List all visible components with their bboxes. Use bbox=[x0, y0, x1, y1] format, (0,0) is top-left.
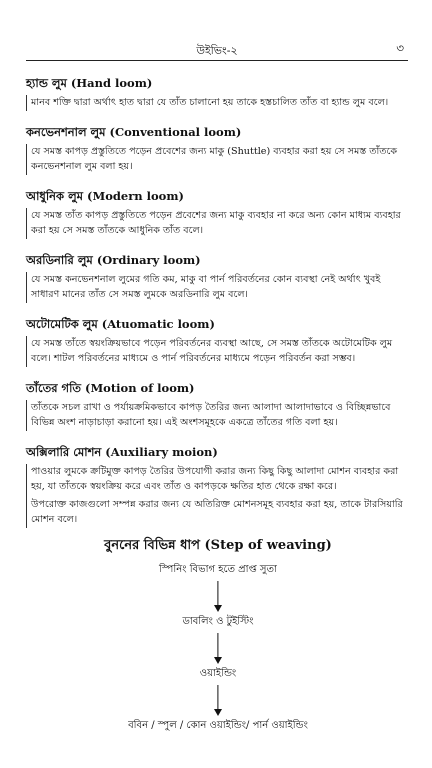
section-ordinary-loom bbox=[26, 253, 410, 303]
section-heading: অটোমেটিক লুম (Atuomatic loom) bbox=[26, 316, 215, 331]
flow-step: ওয়াইন্ডিং bbox=[199, 668, 237, 679]
section-text bbox=[26, 95, 410, 111]
flow-step: ববিন / স্পুল / কোন ওয়াইন্ডিং/ পার্ন ওয়াইন্ডিং bbox=[128, 720, 308, 731]
down-arrow-icon bbox=[26, 681, 410, 719]
section-text bbox=[26, 400, 410, 431]
header-title: উইভিং-২ bbox=[196, 44, 238, 57]
paragraph: মানব শক্তি দ্বারা অর্থাৎ হাত দ্বারা যে তাঁত চালানো হয় তাকে হস্তচালিত তাঁত বা হ্যান্ড লুম বলে। bbox=[31, 97, 389, 108]
section-heading: অরডিনারি লুম (Ordinary loom) bbox=[26, 252, 201, 267]
flow-step: ডাবলিং ও টুইস্টিং bbox=[182, 616, 254, 627]
paragraph: যে সমস্ত তাঁত কাপড় প্রস্তুতিতে পড়েন প্রবেশের জন্য মাকু ব্যবহার না করে অন্য কোন মাধ্যম ব্যবহার করা হয় সে সমস্ত তাঁতকে আধুনিক তাঁত বলে। bbox=[31, 209, 401, 236]
page-number: ৩ bbox=[396, 41, 404, 55]
section-motion-of-loom bbox=[26, 381, 410, 431]
section-heading: তাঁতের গতি (Motion of loom) bbox=[26, 380, 195, 395]
section-modern-loom bbox=[26, 189, 410, 239]
main-content bbox=[26, 76, 410, 542]
section-text bbox=[26, 208, 410, 239]
section-conventional-loom bbox=[26, 125, 410, 175]
paragraph: যে সমস্ত কাপড় প্রস্তুতিতে পড়েন প্রবেশের জন্য মাকু (Shuttle) ব্যবহার করা হয় সে সমস্ত তাঁতকে কনভেনশনাল লুম বলা হয়। bbox=[31, 145, 398, 172]
flowchart-title: বুননের বিভিন্ন ধাপ (Step of weaving) bbox=[104, 538, 332, 553]
down-arrow-icon bbox=[26, 629, 410, 667]
section-heading: কনভেনশনাল লুম (Conventional loom) bbox=[26, 124, 242, 139]
section-hand-loom bbox=[26, 76, 410, 111]
paragraph: যে সমস্ত কনভেনশনাল লুমের গতি কম, মাকু বা পার্ন পরিবর্তনের কোন ব্যবস্থা নেই অর্থাৎ খুবই সাধারণ মানের তাঁত সে সমস্ত লুমকে অরডিনারি লুম বলে। bbox=[31, 273, 381, 300]
down-arrow-icon bbox=[26, 577, 410, 615]
section-text bbox=[26, 336, 410, 367]
weaving-steps-flowchart bbox=[26, 536, 410, 733]
section-heading: আধুনিক লুম (Modern loom) bbox=[26, 188, 184, 203]
section-text bbox=[26, 464, 410, 528]
section-heading: হ্যান্ড লুম (Hand loom) bbox=[26, 76, 153, 90]
section-text bbox=[26, 144, 410, 175]
section-text bbox=[26, 272, 410, 303]
flow-step: স্পিনিং বিভাগ হতে প্রাপ্ত সুতা bbox=[159, 564, 277, 575]
section-heading: অক্সিলারি মোশন (Auxiliary moion) bbox=[26, 444, 218, 459]
section-auxiliary-motion bbox=[26, 445, 410, 528]
paragraph: তাঁতকে সচল রাখা ও পর্যায়ক্রমিকভাবে কাপড় তৈরির জন্য আলাদা আলাদাভাবে ও বিচ্ছিন্নভাবে বিভিন্ন অংশ নাড়াচাড়া করানো হয়। এই অংশসমূহকে একত্রে তাঁতের গতি বলা হয়। bbox=[31, 401, 391, 428]
page-header bbox=[26, 38, 408, 61]
paragraph: পাওয়ার লুমকে ক্রটিমুক্ত কাপড় তৈরির উপযোগী করার জন্য কিছু কিছু আলাদা মোশন ব্যবহার করা হয়, যা তাঁতকে স্বয়ংক্রিয় করে এবং তাঁত ও কাপড়কে ক্ষতির হাত থেকে রক্ষা করে। bbox=[31, 465, 399, 492]
paragraph: যে সমস্ত তাঁতে স্বয়ংক্রিয়ভাবে পড়েন পরিবর্তনের ব্যবস্থা আছে, সে সমস্ত তাঁতকে অটোমেটিক লুম বলে। শাটল পরিবর্তনের মাধ্যমে ও পার্ন পরিবর্তনের মাধ্যমে পড়েন পরিবর্তন করা সম্ভব। bbox=[31, 337, 393, 364]
section-automatic-loom bbox=[26, 317, 410, 367]
paragraph: উপরোক্ত কাজগুলো সম্পন্ন করার জন্য যে অতিরিক্ত মোশনসমূহ ব্যবহার করা হয়, তাকে টারসিয়ারি মোশন বলে। bbox=[31, 498, 403, 525]
